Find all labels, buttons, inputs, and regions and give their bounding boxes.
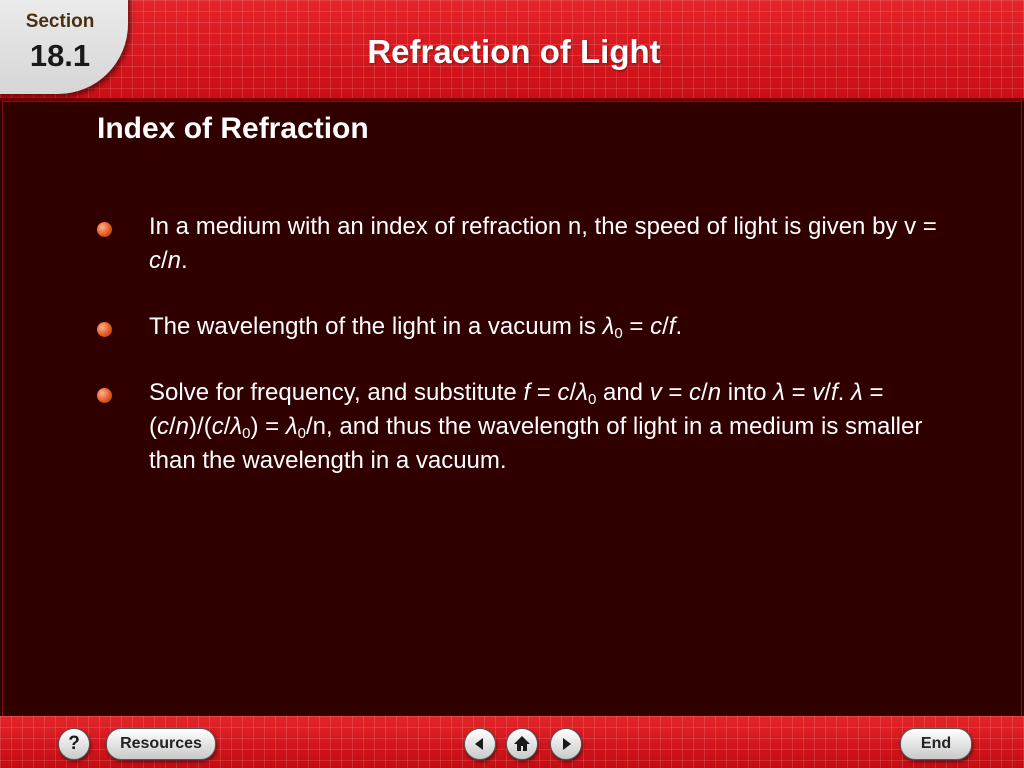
bullet-list (97, 210, 957, 510)
home-button[interactable] (506, 728, 538, 760)
section-label: Section (25, 11, 95, 32)
bullet-icon (97, 322, 112, 337)
previous-button[interactable] (464, 728, 496, 760)
bullet-item (97, 376, 957, 478)
help-icon: ? (68, 733, 80, 754)
resources-button[interactable] (106, 728, 216, 760)
bullet-item (97, 210, 957, 278)
help-button[interactable] (58, 728, 90, 760)
bullet-text: Solve for frequency, and substitute $f = c/\lambda_0$ and v = c/n into λ = v/f. $\lambda = (c/n)/(c/\lambda_0) = \lambda_0/n$, and thus the wavelength of light in a medium is smaller than the wavelength in a vacuum. (149, 379, 923, 474)
section-number: 18.1 (29, 38, 91, 73)
footer-nav-bar (0, 716, 1024, 768)
bullet-item (97, 310, 957, 344)
slide-subtitle: Index of Refraction (97, 112, 369, 145)
arrow-right-icon (558, 736, 574, 752)
bullet-icon (97, 388, 112, 403)
resources-label: Resources (120, 735, 202, 752)
end-label: End (920, 735, 952, 752)
home-icon (513, 735, 531, 753)
end-button[interactable] (900, 728, 972, 760)
next-button[interactable] (550, 728, 582, 760)
bullet-text: The wavelength of the light in a vacuum is $\lambda_0 = c/f$. (149, 313, 683, 342)
page-title: Refraction of Light (367, 33, 661, 70)
bullet-icon (97, 222, 112, 237)
bullet-text: In a medium with an index of refraction n, the speed of light is given by v = c/n. (149, 213, 937, 274)
arrow-left-icon (472, 736, 488, 752)
